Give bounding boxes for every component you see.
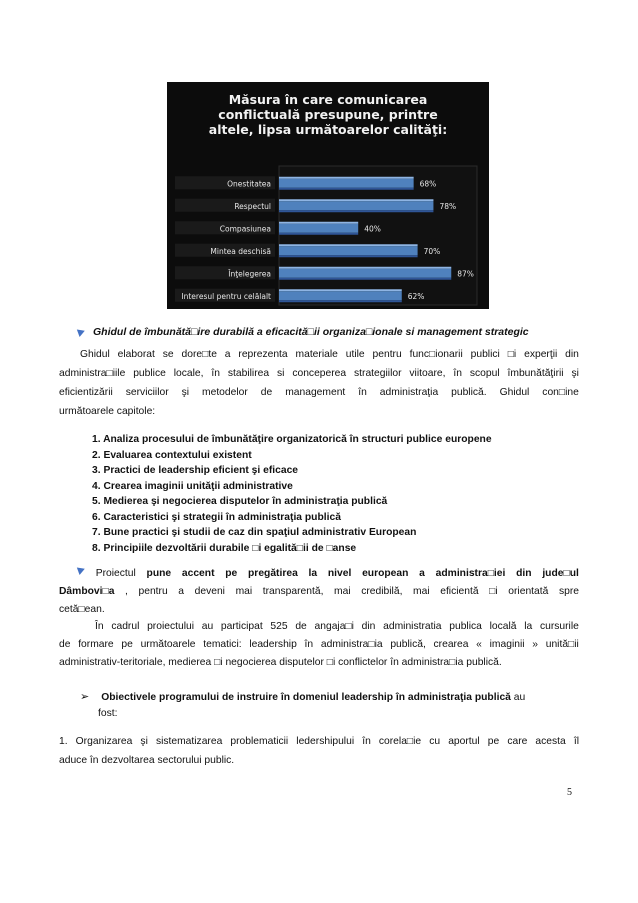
word: 1. — [59, 736, 68, 747]
word: din — [361, 621, 376, 632]
word: proiectului — [147, 621, 195, 632]
word: în — [358, 387, 367, 398]
paragraph-line: fost: — [98, 708, 118, 719]
word: publici — [470, 349, 500, 360]
word: În — [95, 621, 104, 632]
section-heading-guide — [78, 326, 529, 338]
word: pe — [121, 639, 133, 650]
word: pentru — [372, 349, 402, 360]
category-label: Respectul — [234, 201, 271, 211]
data-label: 62% — [407, 291, 425, 301]
word: Ghidul — [499, 387, 530, 398]
word: de — [295, 621, 307, 632]
chart-title-line: altele, lipsa următoarelor calităţi: — [208, 122, 448, 137]
word: corela□ie — [378, 736, 422, 747]
word: angaja□i — [314, 621, 354, 632]
word: acesta — [535, 736, 566, 747]
bar — [279, 179, 414, 188]
word: au — [201, 621, 214, 632]
word: cursurile — [539, 621, 579, 632]
word: în — [362, 736, 371, 747]
list-item: 4. Crearea imaginii unităţii administrative — [92, 480, 293, 492]
bar — [279, 246, 418, 255]
word: pentru — [138, 586, 168, 597]
paragraph-line: cetă□ean. — [59, 604, 105, 615]
word: publică, — [390, 639, 426, 650]
word: management — [285, 387, 346, 398]
word: dore□te — [181, 349, 217, 360]
word: □i — [489, 586, 498, 597]
paragraph-line — [59, 637, 579, 653]
objectives-bullet — [80, 689, 579, 706]
list-item: 1. Analiza procesului de îmbunătăţire organizatorică în structuri publice europene — [92, 434, 492, 445]
chart-title-line: Măsura în care comunicarea — [228, 92, 428, 107]
word: 525 — [270, 621, 288, 632]
word: spre — [558, 586, 579, 597]
bar-top — [279, 289, 402, 291]
word: se — [162, 349, 174, 360]
word: problematicii — [230, 736, 289, 747]
word: administra□iei — [435, 568, 506, 579]
word: au — [513, 692, 526, 703]
data-label: 70% — [423, 246, 441, 256]
chapter-list — [92, 432, 492, 556]
chart-image — [167, 82, 489, 309]
word: a — [419, 568, 425, 579]
word: şi — [571, 368, 579, 379]
word: eficientizării — [59, 387, 113, 398]
arrow-bullet-icon — [77, 565, 86, 575]
page-number: 5 — [567, 787, 572, 798]
word: administraţia — [379, 387, 439, 398]
word: imaginii — [489, 639, 525, 650]
word: metodelor — [202, 387, 248, 398]
word: Organizarea — [75, 736, 133, 747]
paragraph-line — [78, 566, 579, 582]
word: european — [362, 568, 409, 579]
paragraph-line: următoarele capitole: — [59, 406, 156, 417]
list-item: 5. Medierea şi negocierea disputelor în administraţia publică — [92, 496, 388, 507]
word: □i — [507, 349, 517, 360]
word: locală — [489, 621, 517, 632]
word: deveni — [194, 586, 225, 597]
word: strategiilor — [354, 368, 402, 379]
word: con□ine — [542, 387, 579, 398]
word: următoarele — [140, 639, 196, 650]
bar — [279, 201, 433, 210]
data-label: 40% — [364, 224, 381, 234]
word: , — [125, 586, 128, 597]
word: îl — [573, 736, 579, 747]
word: la — [308, 568, 318, 579]
word: eficientă — [440, 586, 479, 597]
list-item: 3. Practici de leadership eficient şi eficace — [92, 465, 299, 476]
word: îmbunătăţirii — [507, 368, 564, 379]
word: pune — [146, 568, 172, 579]
word: si — [276, 368, 285, 379]
list-item: 8. Principiile dezvoltării durabile □i egalită□ii de □anse — [92, 542, 357, 554]
paragraph-line — [95, 619, 579, 635]
word: pe — [487, 736, 500, 747]
word: de — [59, 639, 71, 650]
word: « — [476, 639, 482, 650]
bar-bottom — [279, 188, 414, 190]
word: formare — [78, 639, 114, 650]
data-label: 68% — [419, 179, 437, 189]
word: Dâmbovi□a — [59, 586, 115, 597]
data-label: 78% — [439, 201, 457, 211]
bar-top — [279, 222, 358, 224]
word: elaborat — [117, 349, 155, 360]
list-item: 2. Evaluarea contextului existent — [92, 449, 252, 461]
word: pregătirea — [248, 568, 298, 579]
word: din — [565, 349, 579, 360]
bar-bottom — [279, 210, 433, 212]
word: la — [524, 621, 533, 632]
word: Ghidul — [80, 349, 110, 360]
paragraph-line — [59, 584, 579, 600]
category-label: Interesul pentru celălalt — [181, 291, 271, 301]
word: în — [453, 368, 462, 379]
word: publica — [449, 621, 482, 632]
bar-bottom — [279, 233, 358, 235]
paragraph-line: aduce în dezvoltarea sectorului public. — [59, 755, 235, 766]
bar-bottom — [279, 300, 402, 302]
word: şi — [140, 736, 148, 747]
word: cadrul — [111, 621, 140, 632]
bar-top — [279, 199, 433, 201]
word: în — [304, 639, 314, 650]
word: aportul — [448, 736, 480, 747]
paragraph-line: administrativ-teritoriale, medierea □i negocierea disputelor □i conflictelor în administra□ia publică. — [59, 657, 502, 668]
word: sistematizarea — [155, 736, 223, 747]
word: administra□iile — [59, 368, 126, 379]
word: func□ionarii — [409, 349, 463, 360]
word: jude□ul — [542, 568, 579, 579]
list-item: 6. Caracteristici şi strategii în administraţia publică — [92, 511, 341, 523]
word: administratia — [383, 621, 442, 632]
word: mai — [235, 586, 253, 597]
heading-text: Ghidul de îmbunătă□ire durabilă a eficacită□ii organiza□ionale si management strategic — [93, 326, 529, 338]
category-label: Mintea deschisă — [210, 246, 271, 256]
bar-bottom — [279, 278, 451, 280]
word: administra□ia — [320, 639, 383, 650]
word: experţii — [524, 349, 558, 360]
chart-plot — [167, 82, 489, 309]
paragraph-line — [59, 385, 579, 401]
bar-top — [279, 177, 414, 179]
word: de — [260, 387, 273, 398]
word: tematici: — [203, 639, 242, 650]
word: a — [224, 349, 231, 360]
word: a — [178, 586, 185, 597]
word: leadership — [249, 639, 297, 650]
bar-top — [279, 267, 451, 269]
word: scopul — [469, 368, 500, 379]
paragraph-line — [80, 347, 579, 363]
chart-title-line: conflictuală presupune, printre — [218, 107, 438, 122]
word: nivel — [327, 568, 352, 579]
category-label: Onestitatea — [227, 179, 271, 189]
word: locale, — [173, 368, 204, 379]
data-label: 87% — [457, 269, 474, 279]
word: transparentă, — [262, 586, 324, 597]
word: orientată — [508, 586, 549, 597]
word: publică. — [451, 387, 487, 398]
list-item: 7. Bune practici şi studii de caz din spaţiul administrativ European — [92, 527, 417, 538]
word: pe — [225, 568, 238, 579]
word: în — [211, 368, 220, 379]
word: cu — [429, 736, 441, 747]
word: accent — [181, 568, 215, 579]
word: conceperea — [292, 368, 347, 379]
word: participat — [220, 621, 263, 632]
word: stabilirea — [227, 368, 270, 379]
paragraph-line — [59, 734, 579, 750]
word: serviciilor — [125, 387, 169, 398]
bar-bottom — [279, 255, 418, 257]
paragraph-line — [59, 366, 579, 382]
word: reprezenta — [238, 349, 288, 360]
bar-top — [279, 244, 418, 246]
word: » — [532, 639, 538, 650]
bar — [279, 224, 358, 233]
arrow-bullet-icon — [77, 327, 86, 337]
bar — [279, 291, 402, 300]
word: şi — [181, 387, 190, 398]
word: utile — [345, 349, 365, 360]
word: care — [507, 736, 528, 747]
word: mai — [334, 586, 351, 597]
category-label: Compasiunea — [219, 224, 271, 234]
word: unită□ii — [545, 639, 579, 650]
word: ledershipului — [296, 736, 355, 747]
word: viitoare, — [409, 368, 446, 379]
word: Proiectul — [95, 568, 136, 579]
word: din — [516, 568, 532, 579]
bar — [279, 269, 451, 278]
category-label: Înţelegerea — [228, 269, 271, 279]
word: crearea — [433, 639, 469, 650]
word: publice — [133, 368, 166, 379]
word: credibilă, — [361, 586, 403, 597]
chevron-right-icon: ➢ — [80, 691, 90, 703]
word: materiale — [295, 349, 338, 360]
word: mai — [413, 586, 430, 597]
objectives-title: Obiectivele programului de instruire în domeniul leadership în administraţia publică — [101, 692, 511, 703]
